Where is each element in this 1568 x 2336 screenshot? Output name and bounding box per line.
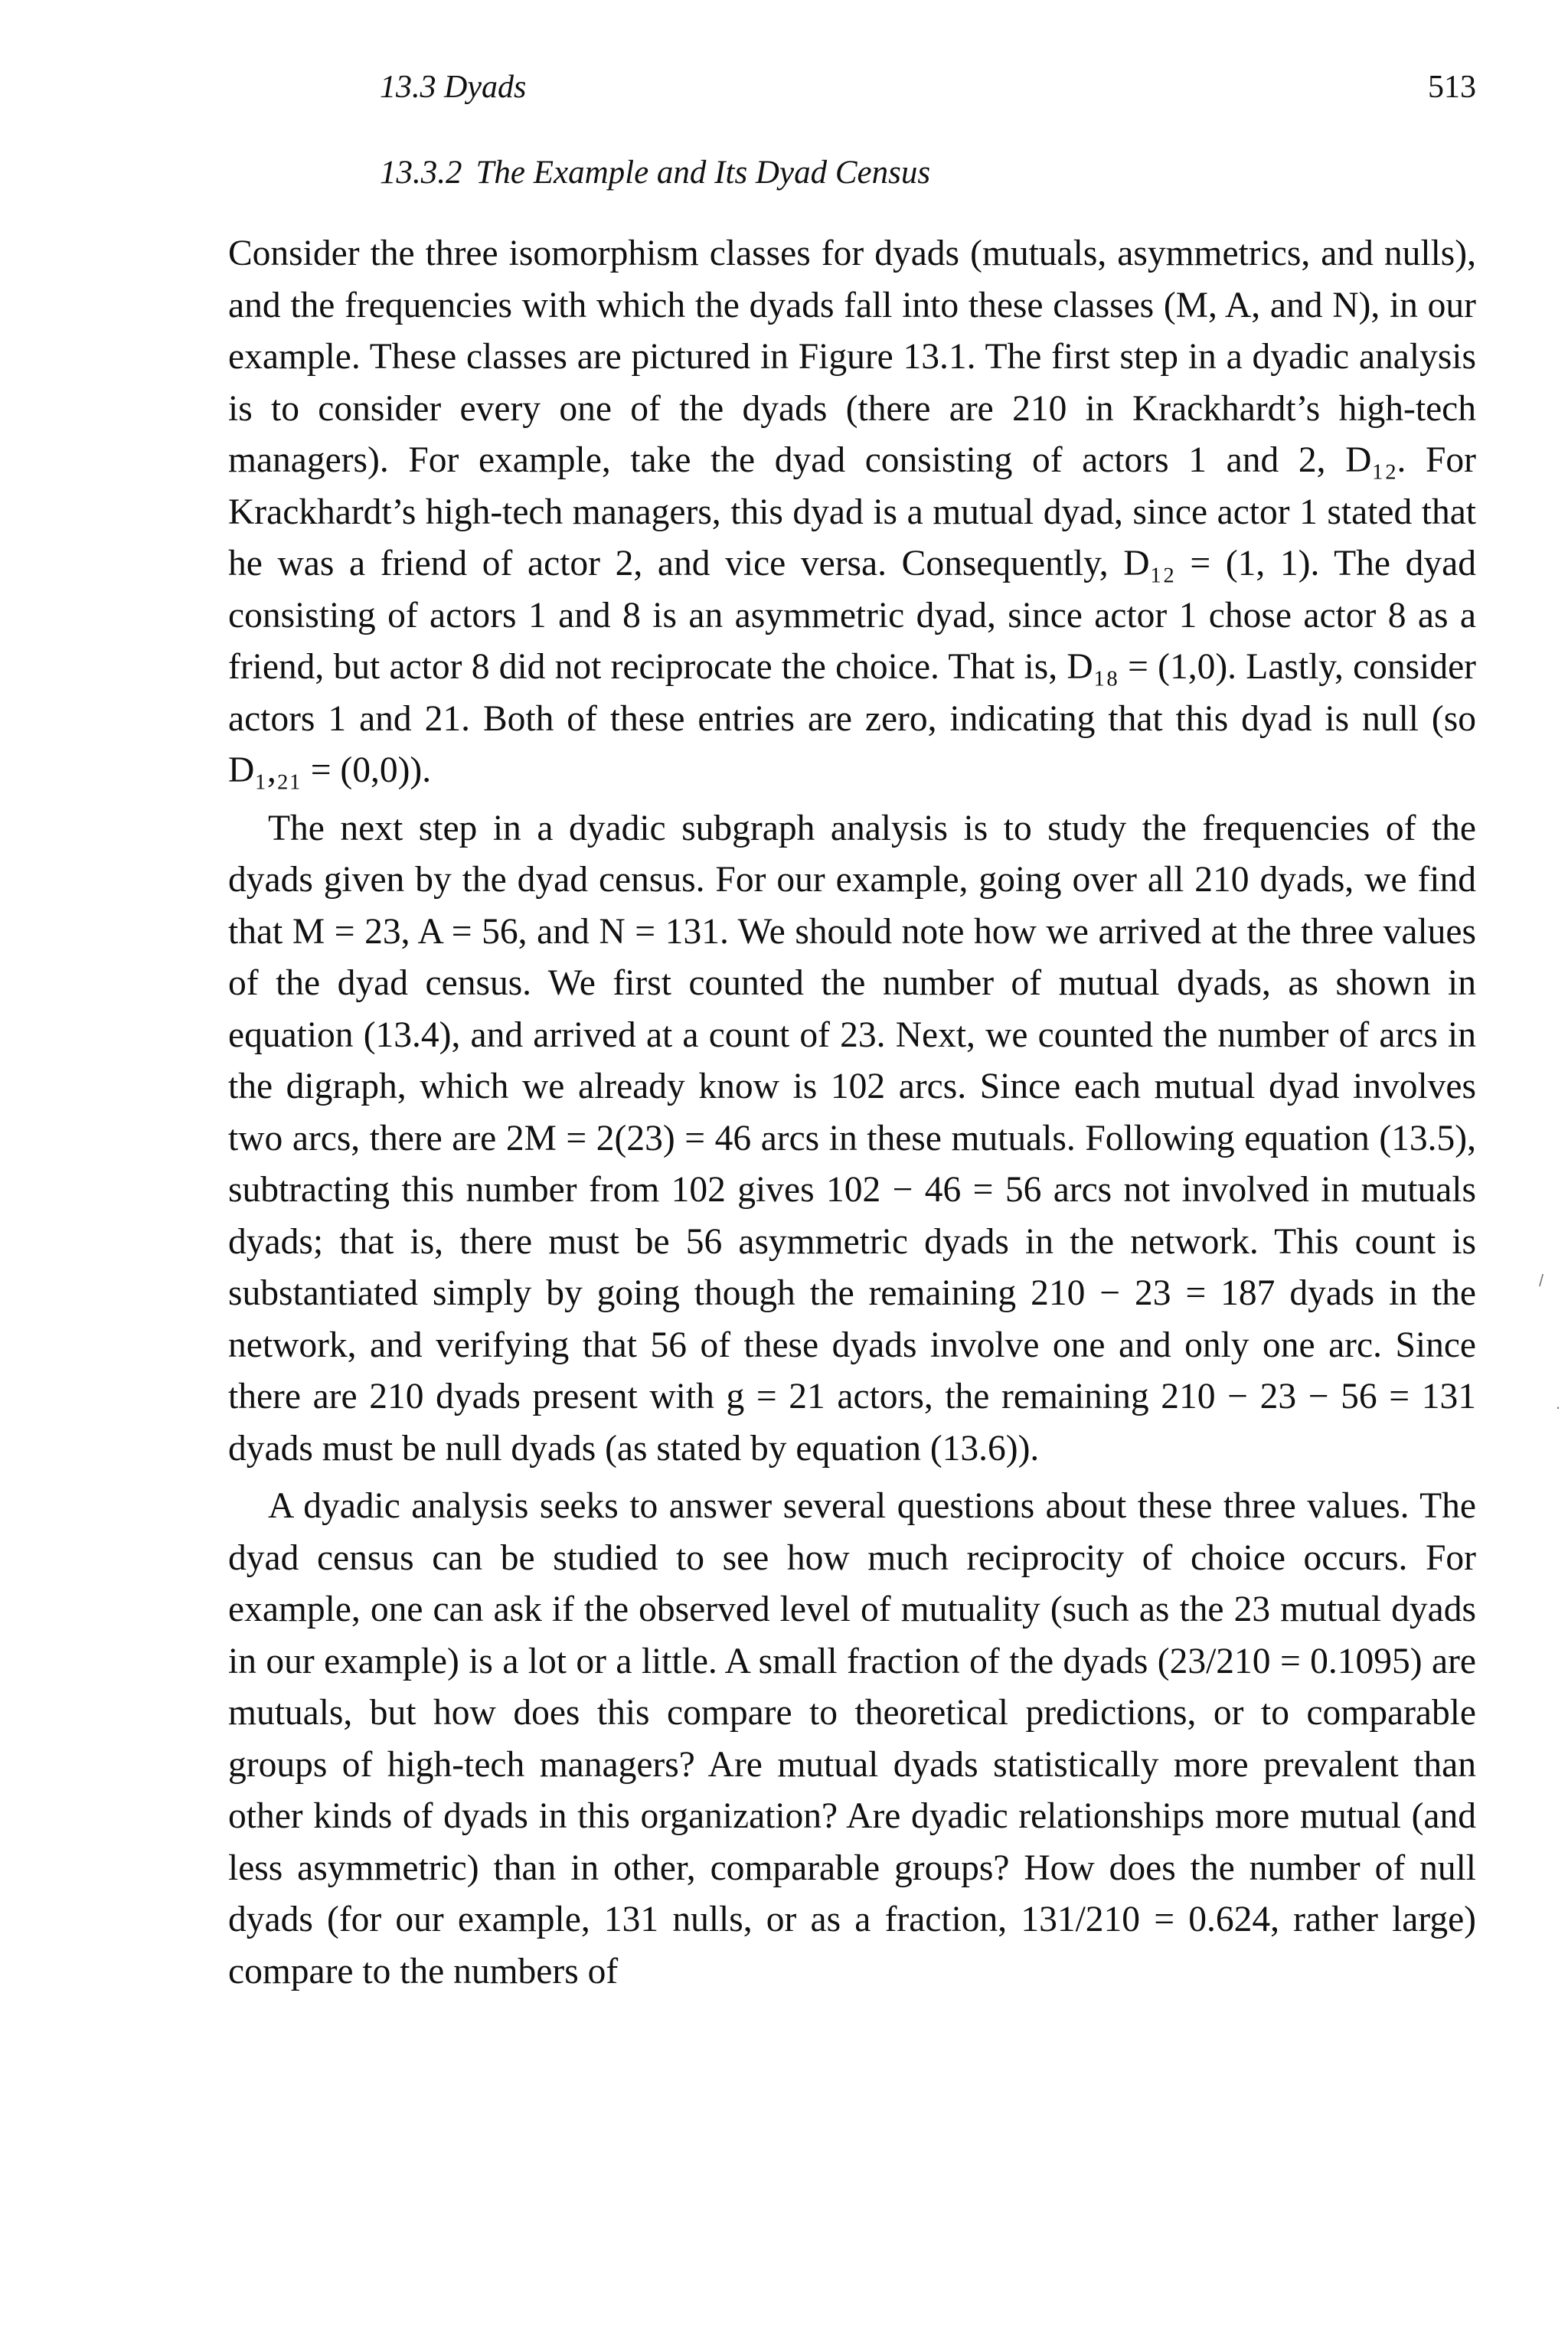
body-text [228, 228, 1476, 2004]
subsection-title: The Example and Its Dyad Census [475, 155, 931, 191]
paragraph-2: The next step in a dyadic subgraph analysis is to study the frequencies of the dyads given by the dyad census. For our example, going over all 210 dyads, we find that M = 23, A = 56, and N = 131. We should note how we arrived at the three values of the dyad census. We first counted the number of mutual dyads, as shown in equation (13.4), and arrived at a count of 23. Next, we counted the number of arcs in the digraph, which we already know is 102 arcs. Since each mutual dyad involves two arcs, there are 2M = 2(23) = 46 arcs in these mutuals. Following equation (13.5), subtracting this number from 102 gives 102 − 46 = 56 arcs not involved in mutuals dyads; that is, there must be 56 asymmetric dyads in the network. This count is substantiated simply by going though the remaining 210 − 23 = 187 dyads in the network, and verifying that 56 of these dyads involve one and only one arc. Since there are 210 dyads present with g = 21 actors, the remaining 210 − 23 − 56 = 131 dyads must be null dyads (as stated by equation (13.6)). [228, 808, 1476, 1469]
subsection-heading [380, 150, 930, 196]
running-head-section: 13.3 Dyads [380, 70, 527, 105]
page-number: 513 [1428, 70, 1476, 105]
margin-mark-slash: / [1539, 1271, 1544, 1290]
margin-mark-dot: . [1556, 1393, 1561, 1413]
paragraph-3: A dyadic analysis seeks to answer several questions about these three values. The dyad census can be studied to see how much reciprocity of choice occurs. For example, one can ask if the observed level of mutuality (such as the 23 mutual dyads in our example) is a lot or a little. A small fraction of the dyads (23/210 = 0.1095) are mutuals, but how does this compare to theoretical predictions, or to comparable groups of high-tech managers? Are mutual dyads statistically more prevalent than other kinds of dyads in this organization? Are dyadic relationships more mutual (and less asymmetric) than in other, comparable groups? How does the number of null dyads (for our example, 131 nulls, or as a fraction, 131/210 = 0.624, rather large) compare to the numbers of [228, 1486, 1476, 1991]
paragraph-1: Consider the three isomorphism classes for dyads (mutuals, asymmetrics, and nulls), and the frequencies with which the dyads fall into these classes (M, A, and N), in our example. These classes are pictured in Figure 13.1. The first step in a dyadic analysis is to consider every one of the dyads (there are 210 in Krackhardt’s high-tech managers). For example, take the dyad consisting of actors 1 and 2, D₁₂. For Krackhardt’s high-tech managers, this dyad is a mutual dyad, since actor 1 stated that he was a friend of actor 2, and vice versa. Consequently, D₁₂ = (1, 1). The dyad consisting of actors 1 and 8 is an asymmetric dyad, since actor 1 chose actor 8 as a friend, but actor 8 did not reciprocate the choice. That is, D₁₈ = (1,0). Lastly, consider actors 1 and 21. Both of these entries are zero, indicating that this dyad is null (so D₁,₂₁ = (0,0)). [228, 234, 1476, 790]
running-head [380, 64, 1476, 110]
subsection-number: 13.3.2 [380, 155, 462, 191]
